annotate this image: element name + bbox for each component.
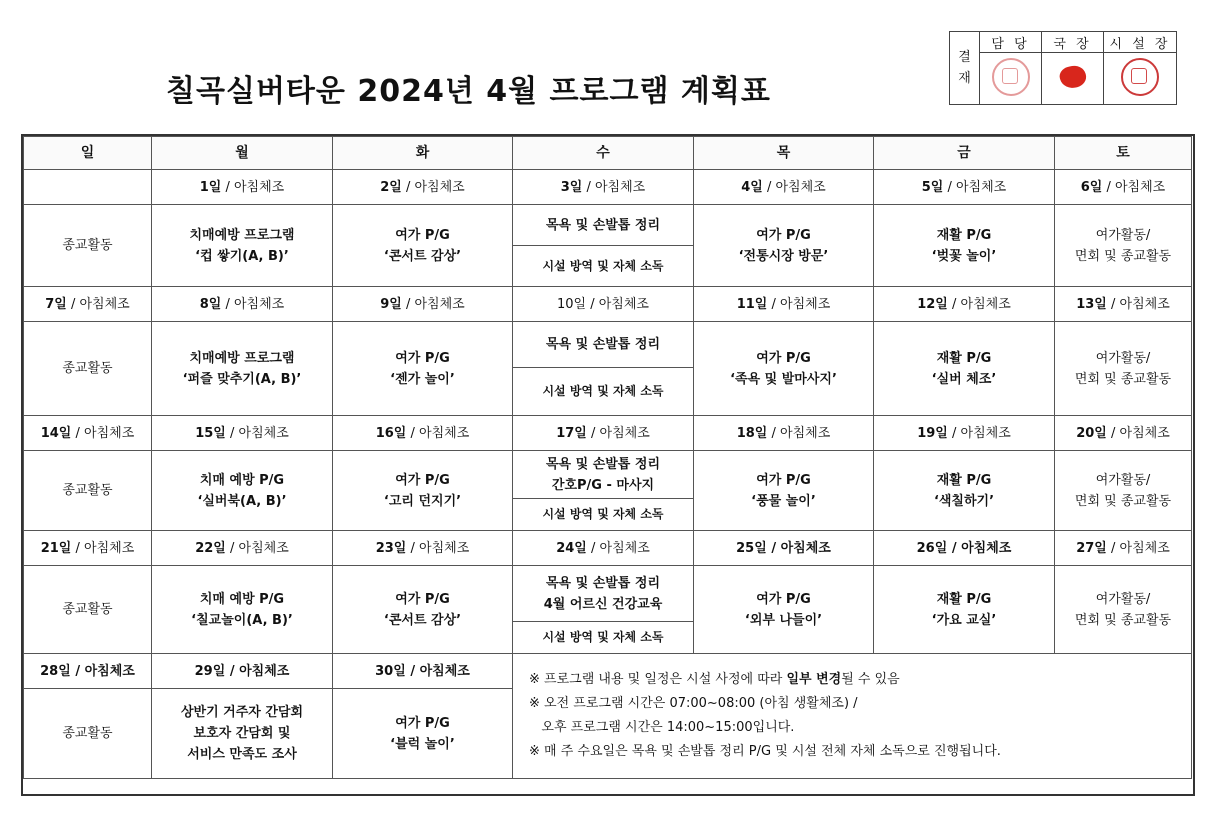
program-cell-mon: 치매 예방 P/G ‘칠교놀이(A, B)’ [152,566,333,654]
program-cell-tue: 여가 P/G ‘젠가 놀이’ [333,322,513,416]
note-line: 오후 프로그램 시간은 14:00~15:00입니다. [529,720,795,735]
program-cell-fri: 재활 P/G ‘가요 교실’ [874,566,1055,654]
date-row [24,531,1192,566]
date-cell: 24일 / 아침체조 [513,531,694,566]
date-row [24,170,1192,205]
program-cell-tue: 여가 P/G ‘콘서트 감상’ [333,205,513,287]
weekday-header [24,137,1192,170]
date-cell: 15일 / 아침체조 [152,416,333,451]
page-title: 칠곡실버타운 2024년 4월 프로그램 계획표 [166,74,771,109]
notes-box [513,654,1192,779]
program-cell-sat: 여가활동/ 면회 및 종교활동 [1055,322,1192,416]
program-cell-fri: 재활 P/G ‘색칠하기’ [874,451,1055,531]
program-cell-thu: 여가 P/G ‘외부 나들이’ [694,566,874,654]
program-cell-sat: 여가활동/ 면회 및 종교활동 [1055,566,1192,654]
program-cell-wed-top: 목욕 및 손발톱 정리 간호P/G - 마사지 [513,451,694,499]
program-cell-sun: 종교활동 [24,322,152,416]
schedule-table [23,136,1192,779]
program-cell-wed-top: 목욕 및 손발톱 정리 [513,322,694,368]
date-cell: 26일 / 아침체조 [874,531,1055,566]
program-cell-tue: 여가 P/G ‘콘서트 감상’ [333,566,513,654]
date-cell: 8일 / 아침체조 [152,287,333,322]
program-cell-wed-bottom: 시설 방역 및 자체 소독 [513,246,694,287]
program-cell-sun: 종교활동 [24,205,152,287]
program-cell-wed-top: 목욕 및 손발톱 정리 4월 어르신 건강교육 [513,566,694,622]
program-cell-sat: 여가활동/ 면회 및 종교활동 [1055,205,1192,287]
date-cell: 25일 / 아침체조 [694,531,874,566]
weekday-fri: 금 [874,137,1055,170]
approval-sign-staff [980,53,1042,105]
program-cell-thu: 여가 P/G ‘전통시장 방문’ [694,205,874,287]
note-line: ※ 오전 프로그램 시간은 07:00~08:00 (아침 생활체조) / [529,696,858,711]
weekday-sat: 토 [1055,137,1192,170]
approval-label-bottom: 재 [958,71,971,86]
seal-stamp-icon [992,58,1030,96]
seal-stamp-icon [1121,58,1159,96]
program-cell-wed-bottom: 시설 방역 및 자체 소독 [513,622,694,654]
date-row [24,654,1192,689]
date-cell: 14일 / 아침체조 [24,416,152,451]
date-cell: 2일 / 아침체조 [333,170,513,205]
weekday-tue: 화 [333,137,513,170]
program-row [24,566,1192,622]
date-cell: 12일 / 아침체조 [874,287,1055,322]
date-cell: 1일 / 아침체조 [152,170,333,205]
date-cell: 21일 / 아침체조 [24,531,152,566]
program-row [24,451,1192,499]
date-cell: 9일 / 아침체조 [333,287,513,322]
date-cell: 7일 / 아침체조 [24,287,152,322]
date-cell: 17일 / 아침체조 [513,416,694,451]
date-cell: 16일 / 아침체조 [333,416,513,451]
date-cell: 22일 / 아침체조 [152,531,333,566]
program-cell-tue: 여가 P/G ‘블럭 놀이’ [333,689,513,779]
program-cell-mon: 상반기 거주자 간담회 보호자 간담회 및 서비스 만족도 조사 [152,689,333,779]
date-cell: 4일 / 아침체조 [694,170,874,205]
program-cell-wed-bottom: 시설 방역 및 자체 소독 [513,499,694,531]
program-cell-thu: 여가 P/G ‘족욕 및 발마사지’ [694,322,874,416]
date-cell: 20일 / 아침체조 [1055,416,1192,451]
program-cell-fri: 재활 P/G ‘실버 체조’ [874,322,1055,416]
program-cell-sat: 여가활동/ 면회 및 종교활동 [1055,451,1192,531]
approval-label [950,32,980,105]
note-line: ※ 프로그램 내용 및 일정은 시설 사정에 따라 일부 변경될 수 있음 [529,672,900,687]
note-line: ※ 매 주 수요일은 목욕 및 손발톱 정리 P/G 및 시설 전체 자체 소독으로 진행됩니다. [529,744,1001,759]
date-cell: 3일 / 아침체조 [513,170,694,205]
program-cell-wed-bottom: 시설 방역 및 자체 소독 [513,368,694,416]
approval-sign-head [1104,53,1177,105]
program-cell-sun: 종교활동 [24,566,152,654]
date-cell: 18일 / 아침체조 [694,416,874,451]
program-cell-sun: 종교활동 [24,451,152,531]
date-cell: 13일 / 아침체조 [1055,287,1192,322]
date-cell: 29일 / 아침체조 [152,654,333,689]
approval-role-director: 국 장 [1042,32,1104,53]
date-cell: 30일 / 아침체조 [333,654,513,689]
date-cell: 28일 / 아침체조 [24,654,152,689]
program-cell-tue: 여가 P/G ‘고리 던지기’ [333,451,513,531]
program-row [24,205,1192,246]
date-cell: 5일 / 아침체조 [874,170,1055,205]
weekday-thu: 목 [694,137,874,170]
program-cell-fri: 재활 P/G ‘벚꽃 놀이’ [874,205,1055,287]
weekday-sun: 일 [24,137,152,170]
program-row [24,322,1192,368]
date-cell [24,170,152,205]
date-cell: 11일 / 아침체조 [694,287,874,322]
program-cell-mon: 치매예방 프로그램 ‘컵 쌓기(A, B)’ [152,205,333,287]
program-cell-wed-top: 목욕 및 손발톱 정리 [513,205,694,246]
date-row [24,416,1192,451]
program-cell-thu: 여가 P/G ‘풍물 놀이’ [694,451,874,531]
date-cell: 19일 / 아침체조 [874,416,1055,451]
date-cell: 10일 / 아침체조 [513,287,694,322]
weekday-mon: 월 [152,137,333,170]
program-cell-mon: 치매 예방 P/G ‘실버북(A, B)’ [152,451,333,531]
date-row [24,287,1192,322]
approval-sign-director [1042,53,1104,105]
program-cell-mon: 치매예방 프로그램 ‘퍼즐 맞추기(A, B)’ [152,322,333,416]
date-cell: 27일 / 아침체조 [1055,531,1192,566]
program-cell-sun: 종교활동 [24,689,152,779]
approval-role-head: 시 설 장 [1104,32,1177,53]
approval-label-top: 결 [958,50,971,65]
date-cell: 6일 / 아침체조 [1055,170,1192,205]
red-seal-icon [1057,63,1088,91]
date-cell: 23일 / 아침체조 [333,531,513,566]
approval-role-staff: 담 당 [980,32,1042,53]
approval-box [949,31,1177,105]
weekday-wed: 수 [513,137,694,170]
